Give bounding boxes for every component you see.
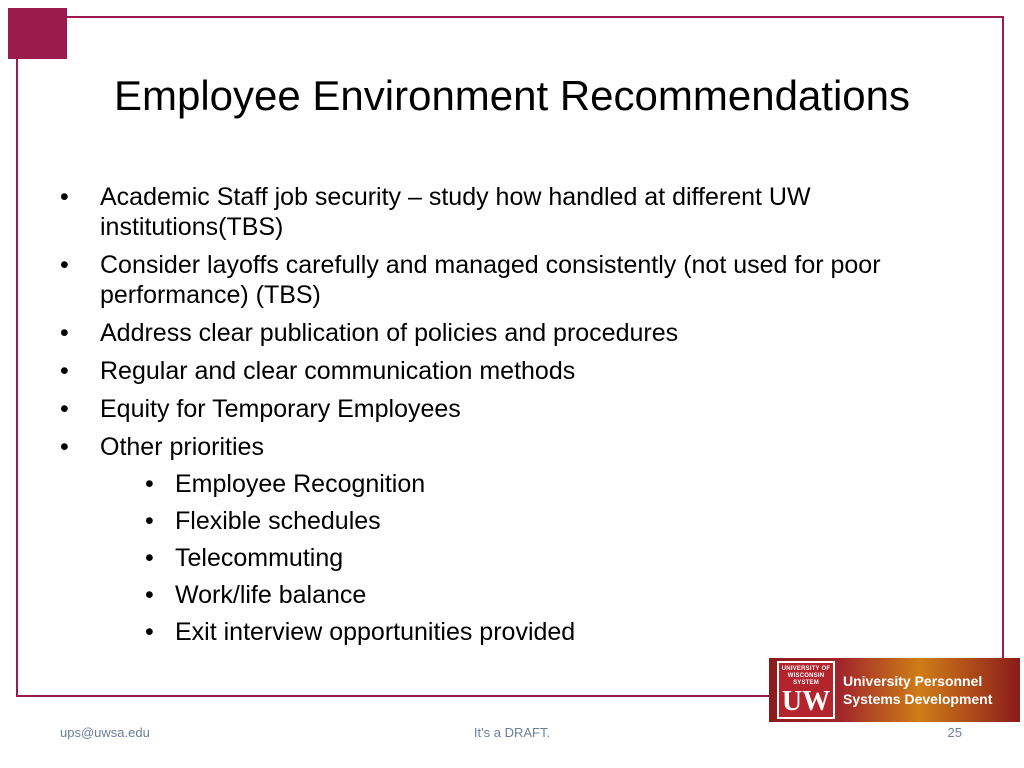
footer-center-text: It's a DRAFT. bbox=[473, 725, 551, 740]
slide-content bbox=[60, 182, 960, 655]
bullet-item: • Academic Staff job security – study how handled at different UW institutions(TBS) bbox=[60, 182, 960, 242]
bullet-item: • Regular and clear communication methods bbox=[60, 356, 960, 386]
sub-bullet-item: • Telecommuting bbox=[145, 543, 960, 573]
bullet-item-other-priorities bbox=[60, 432, 960, 647]
badge-caption: UNIVERSITY OF WISCONSIN SYSTEM bbox=[781, 666, 831, 686]
logo-line-1: University Personnel bbox=[843, 673, 983, 689]
sub-bullet-item: • Work/life balance bbox=[145, 580, 960, 610]
bullet-item: • Address clear publication of policies and procedures bbox=[60, 318, 960, 348]
bullet-list bbox=[60, 182, 960, 647]
sub-bullet-list bbox=[100, 469, 960, 647]
sub-bullet-item: • Employee Recognition bbox=[145, 469, 960, 499]
uw-badge-logo bbox=[777, 661, 835, 719]
slide-title: Employee Environment Recommendations bbox=[113, 72, 911, 119]
sub-bullet-item: • Flexible schedules bbox=[145, 506, 960, 536]
footer-email: ups@uwsa.edu bbox=[60, 725, 150, 740]
bullet-item: • Equity for Temporary Employees bbox=[60, 394, 960, 424]
logo-text bbox=[843, 672, 992, 708]
logo-line-2: Systems Development bbox=[843, 691, 993, 707]
ups-logo bbox=[769, 658, 1020, 722]
bullet-item: • Consider layoffs carefully and managed consistently (not used for poor performance) (TBS) bbox=[60, 250, 960, 310]
badge-letters: UW bbox=[781, 686, 831, 717]
corner-accent-block bbox=[8, 8, 67, 59]
sub-bullet-item: • Exit interview opportunities provided bbox=[145, 617, 960, 647]
page-number: 25 bbox=[947, 725, 962, 740]
bullet-item-label: Other priorities bbox=[100, 433, 264, 461]
